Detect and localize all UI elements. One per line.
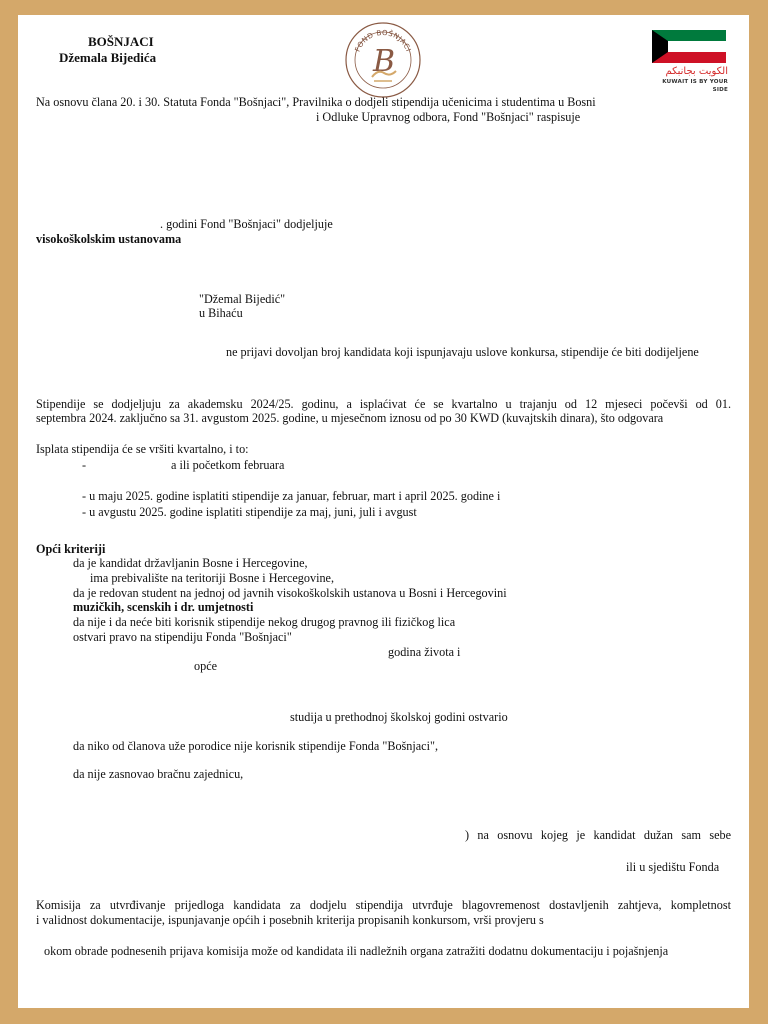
document-page (18, 15, 749, 1008)
criteria-item: da je kandidat državljanin Bosne i Hercegovine, (73, 556, 308, 570)
criteria-item: ostvari pravo na stipendiju Fonda "Bošnjaci" (73, 630, 292, 644)
criteria-item: ima prebivalište na teritoriji Bosne i Hercegovine, (90, 571, 335, 585)
docs-line-1: ) na osnovu kojeg je kandidat dužan sam sebe (465, 828, 731, 842)
commission-line-1: Komisija za utvrđivanje prijedloga kandidata za dodjelu stipendija utvrđuje blagovremenost dostavljenih zahtjeva, kompletnost (36, 898, 731, 912)
logo-ring-text: FOND BOŠNJACI (353, 28, 413, 54)
kuwait-arabic-text: الكويت بجانبكم (665, 66, 728, 77)
payment-item-3: - u avgustu 2025. godine isplatiti stipendije za maj, juni, juli i avgust (82, 505, 417, 519)
para4-line-2: septembra 2024. zaključno sa 31. avgustom 2025. godine, u mjesečnom iznosu od po 30 KWD (kuvajtskih dinara), što odgovara (36, 411, 664, 425)
criteria-item: muzičkih, scenskih i dr. umjetnosti (73, 600, 254, 614)
para4-line-1: Stipendije se dodjeljuju za akademsku 2024/25. godinu, a isplaćivat će se kvartalno u trajanju od 12 mjeseci počevši od 01. (36, 397, 731, 411)
intro-line-2: i Odluke Upravnog odbora, Fond "Bošnjaci" raspisuje (316, 110, 581, 124)
criteria-item: da nije zasnovao bračnu zajednicu, (73, 767, 244, 781)
para2-line-2: u Bihaću (199, 306, 243, 320)
commission-line-2: i validnost dokumentacije, ispunjavanje općih i posebnih kriterija propisanih konkursom, vrši provjeru s (36, 913, 544, 927)
commission-line-3: okom obrade podnesenih prijava komisija može od kandidata ili nadležnih organa zatražiti dodatnu dokumentaciju i pojašnjenja (44, 944, 669, 958)
criteria-item: da niko od članova uže porodice nije korisnik stipendije Fonda "Bošnjaci", (73, 739, 439, 753)
criteria-item: da je redovan student na jednoj od javnih visokoškolskih ustanova u Bosni i Hercegovini (73, 586, 507, 600)
payment-item-2: - u maju 2025. godine isplatiti stipendije za januar, februar, mart i april 2025. godine i (82, 489, 501, 503)
payment-intro: Isplata stipendija će se vršiti kvartalno, i to: (36, 442, 249, 456)
payment-item-1: a ili početkom februara (171, 458, 285, 472)
intro-line-1: Na osnovu člana 20. i 30. Statuta Fonda "Bošnjaci", Pravilnika o dodjeli stipendija učenicima i studentima u Bosni (36, 95, 596, 109)
para1-line-2: visokoškolskim ustanovama (36, 232, 182, 246)
criteria-heading: Opći kriteriji (36, 542, 106, 556)
para2-line-1: "Džemal Bijedić" (199, 292, 286, 306)
criteria-item: studija u prethodnoj školskoj godini ostvario (290, 710, 508, 724)
criteria-item: opće (194, 659, 218, 673)
docs-line-2: ili u sjedištu Fonda (626, 860, 720, 874)
payment-item-1-dash: - (82, 458, 87, 472)
kuwait-flag (652, 30, 726, 63)
fond-bosnjaci-logo (344, 21, 422, 99)
para3-text: ne prijavi dovoljan broj kandidata koji ispunjavaju uslove konkursa, stipendije će biti dodijeljene (226, 345, 699, 359)
org-name: BOŠNJACI (88, 34, 154, 49)
criteria-item: da nije i da neće biti korisnik stipendije nekog drugog pravnog ili fizičkog lica (73, 615, 456, 629)
logo-letter: B (372, 44, 396, 79)
kuwait-tagline: KUWAIT IS BY YOUR SIDE (662, 79, 728, 93)
org-address: Džemala Bijedića (59, 50, 157, 65)
criteria-item: godina života i (388, 645, 461, 659)
para1-line-1: . godini Fond "Bošnjaci" dodjeljuje (160, 217, 333, 231)
